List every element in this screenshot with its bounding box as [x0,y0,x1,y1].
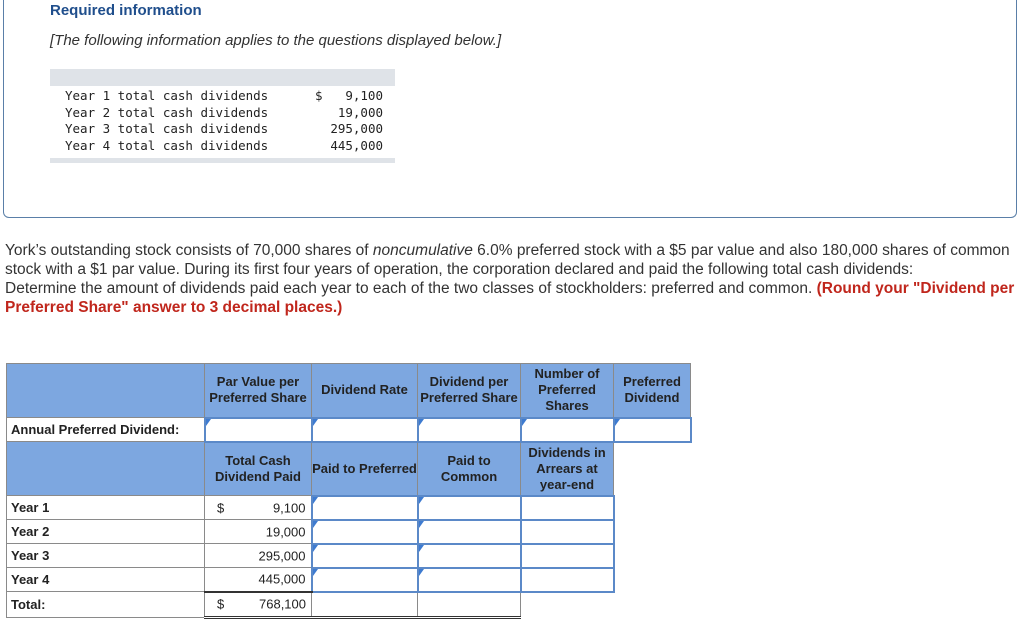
arrears-year4-input[interactable] [521,568,614,592]
header-dividend-rate: Dividend Rate [312,364,418,418]
paid-preferred-year3-input[interactable] [312,544,418,568]
header-preferred-dividend: Preferred Dividend [614,364,691,418]
table-row-total [7,592,691,618]
empty-cell [614,496,691,520]
total-cash-year1 [205,496,312,520]
arrears-year3-input[interactable] [521,544,614,568]
dividend-per-share-input[interactable] [418,418,521,442]
preferred-dividend-input[interactable] [614,418,691,442]
required-info-subtitle: [The following information applies to the questions displayed below.] [50,32,502,49]
paid-preferred-year4-input[interactable] [312,568,418,592]
empty-cell [614,544,691,568]
total-value: 295,000 [258,548,306,563]
total-cash-year2 [205,520,312,544]
paid-preferred-year2-input[interactable] [312,520,418,544]
table-row [7,568,691,592]
paid-common-year1-input[interactable] [418,496,521,520]
dividend-row-year1 [50,88,395,105]
dividend-label: Year 1 total cash dividends [65,88,269,103]
paid-preferred-year1-input[interactable] [312,496,418,520]
question-text-italic: noncumulative [372,242,473,259]
dividend-value: 295,000 [330,121,383,136]
row-label-year3: Year 3 [7,544,205,568]
table-row [7,496,691,520]
currency-sign: $ [315,88,323,103]
dividend-rate-input[interactable] [312,418,418,442]
empty-cell [614,592,691,618]
dividend-table [6,363,692,619]
total-cash-year3 [205,544,312,568]
arrears-year1-input[interactable] [521,496,614,520]
number-of-shares-input[interactable] [521,418,614,442]
question-text [5,241,1019,317]
dividend-row-year2 [50,105,395,122]
header-par-value: Par Value per Preferred Share [205,364,312,418]
header-blank [7,442,205,496]
question-text-part: York’s outstanding stock consists of 70,000 shares of [5,242,373,259]
dividend-label: Year 3 total cash dividends [65,121,269,136]
header-paid-common: Paid to Common [418,442,521,496]
total-cash-year4 [205,568,312,592]
required-info-title: Required information [50,2,202,19]
rounding-note: (Round your "Dividend per Preferred Share" answer to 3 decimal places.) [5,280,1015,316]
header-dividend-per-share: Dividend per Preferred Share [418,364,521,418]
dividend-value: 9,100 [345,88,383,103]
dividends-list [50,69,395,163]
instruction-text: Determine the amount of dividends paid each year to each of the two classes of stockholders: preferred and common. [5,280,817,297]
dividend-value: 445,000 [330,137,383,153]
header-paid-preferred: Paid to Preferred [312,442,418,496]
dividend-value: 19,000 [337,104,383,120]
currency-sign: $ [217,596,225,612]
empty-cell [614,568,691,592]
total-value: 768,100 [259,596,306,612]
row-label-year1: Year 1 [7,496,205,520]
par-value-input[interactable] [205,418,312,442]
dividend-label: Year 4 total cash dividends [65,137,269,153]
table-row [7,544,691,568]
total-value: 9,100 [272,500,306,515]
dividend-row-year4 [50,138,395,155]
total-value: 445,000 [258,571,306,587]
dividend-label: Year 2 total cash dividends [65,104,269,120]
row-label-total: Total: [7,592,205,618]
row-label-year2: Year 2 [7,520,205,544]
header-empty [614,442,691,496]
dividend-row-year3 [50,121,395,138]
table-row [7,520,691,544]
paid-preferred-total [312,592,418,618]
arrears-year2-input[interactable] [521,520,614,544]
paid-common-year3-input[interactable] [418,544,521,568]
header-total-cash: Total Cash Dividend Paid [205,442,312,496]
header-arrears: Dividends in Arrears at year-end [521,442,614,496]
paid-common-year4-input[interactable] [418,568,521,592]
paid-common-year2-input[interactable] [418,520,521,544]
total-cash-total [205,592,312,618]
arrears-total-empty [521,592,614,618]
row-label-year4: Year 4 [7,568,205,592]
total-value: 19,000 [265,524,306,539]
header-blank [7,364,205,418]
empty-cell [614,520,691,544]
currency-sign: $ [217,500,225,515]
paid-common-total [418,592,521,618]
question-text-part: 6.0% preferred stock with a $5 par value and also 180,000 shares of common stock with a $1 par value. During its first four years of operation, the corporation declared and paid the following total cash dividends: [5,242,1010,278]
annual-preferred-dividend-label: Annual Preferred Dividend: [7,418,205,442]
header-number-of-shares: Number of Preferred Shares [521,364,614,418]
